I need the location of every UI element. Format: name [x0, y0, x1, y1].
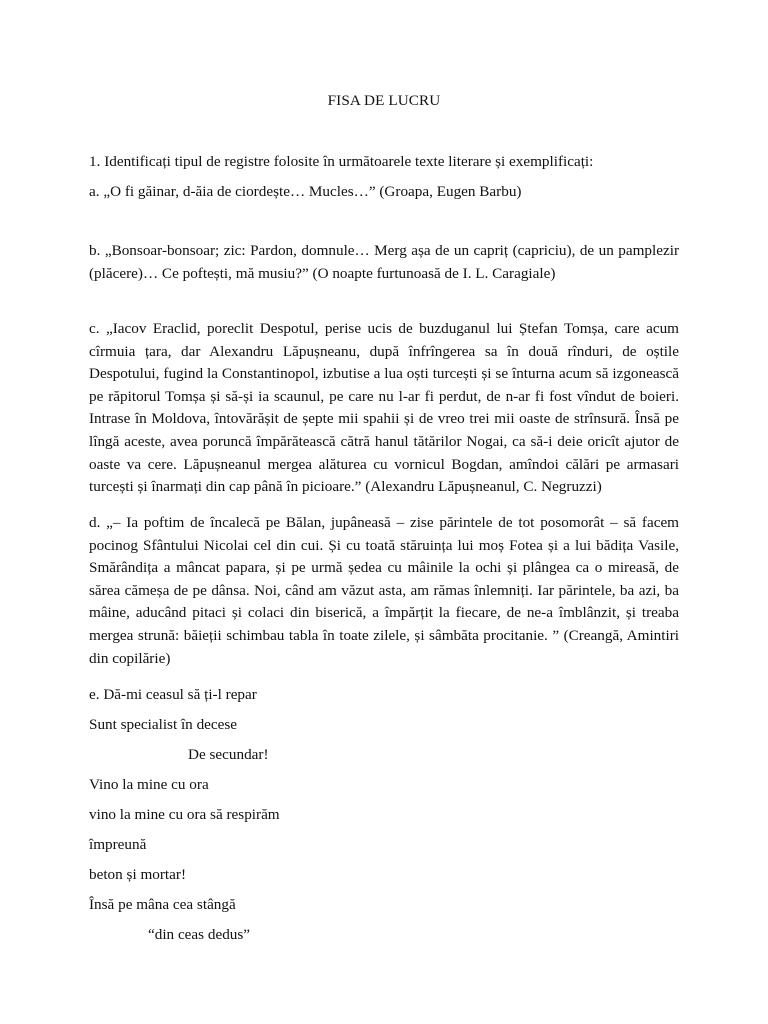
text-e-line-9: “din ceas dedus” [148, 926, 251, 943]
text-c-line-8: turcești și înarmați din cap până în picioare.” (Alexandru Lăpușneanul, C. Negruzzi) [89, 478, 602, 496]
question-1 [89, 151, 679, 174]
text-b [89, 240, 679, 285]
text-b-line-2: (plăcere)… Ce poftești, mă musiu?” (O noapte furtunoasă de I. L. Caragiale) [89, 264, 556, 282]
text-e-line-4: Vino la mine cu ora [89, 776, 209, 793]
text-a [89, 181, 679, 204]
question-text: 1. Identificați tipul de registre folosite în următoarele texte literare și exemplificați: [89, 153, 594, 170]
text-d-line-5: mâine, aducând pitaci și colaci din biserică, a împărțit la fiecare, de ne-a îmblânzit, și treaba [89, 604, 679, 622]
text-d-line-7: din copilărie) [89, 649, 171, 667]
text-e-line-2: Sunt specialist în decese [89, 716, 238, 733]
text-c-line-7: oaste va cere. Lăpușneanul mergea alăturea cu vornicul Bogdan, amîndoi călări pe armasari [89, 455, 679, 473]
text-c-line-1: c. „Iacov Eraclid, poreclit Despotul, perise ucis de buzduganul lui Ștefan Tomșa, care acum [89, 320, 679, 337]
text-d-line-6: mergea strună: băieții schimbau tabla în toate zilele, și sâmbăta procitanie. ” (Creangă, Amintiri [89, 626, 679, 644]
text-e-line-5: vino la mine cu ora să respirăm [89, 806, 280, 823]
text-c-line-4: pe răpitorul Tomșa și să-și ia scaunul, pe care nu l-ar fi perdut, de n-ar fi fost vîndut de boieri. [89, 387, 679, 405]
text-e-line-1: e. Dă-mi ceasul să ți-l repar [89, 686, 257, 703]
text-d-line-3: Smărândița a mâncat papara, și pe urmă ședea cu mâinile la ochi și plângea ca o mireasă, de [89, 559, 679, 577]
text-c-line-5: Intrase în Moldova, întovărășit de șepte mii spahii și de vreo trei mii oaste de strînsură. Însă pe [89, 410, 679, 428]
text-c-line-3: Despotului, fugind la Constantinopol, izbutise a lua oști turcești și se înturna acum să izgonească [89, 365, 679, 383]
text-c [89, 318, 679, 499]
text-d-line-2: pocinog Sfântului Nicolai cel din cui. Și cu toată stăruința lui moș Fotea și a lui bădița Vasile, [89, 536, 679, 554]
text-a-line: a. „O fi găinar, d-ăia de ciordește… Mucles…” (Groapa, Eugen Barbu) [89, 183, 522, 200]
text-e-line-8: Însă pe mâna cea stângă [89, 896, 236, 913]
text-e-line-7: beton și mortar! [89, 866, 187, 883]
document-title: FISA DE LUCRU [327, 92, 441, 109]
text-c-line-6: lîngă aceste, avea poruncă împărătească cătră hanul tătărilor Nogai, ca să-i deie oricît ajutor de [89, 432, 679, 450]
text-b-line-1: b. „Bonsoar-bonsoar; zic: Pardon, domnule… Merg așa de un capriț (capriciu), de un pamplezir [89, 242, 679, 259]
text-d [89, 512, 679, 670]
text-e-line-3: De secundar! [188, 746, 269, 763]
text-d-line-1: d. „– Ia poftim de încalecă pe Bălan, jupâneasă – zise părintele de tot posomorât – să facem [89, 514, 679, 531]
text-d-line-4: sărea cămeșa de pe dânsa. Noi, când am văzut asta, am rămas înlemniți. Iar părintele, ba azi, ba [89, 581, 679, 599]
text-c-line-2: cîrmuia țara, dar Alexandru Lăpușneanu, după înfrîngerea sa în două rînduri, de oștile [89, 342, 679, 360]
text-e-line-6: împreună [89, 836, 147, 853]
